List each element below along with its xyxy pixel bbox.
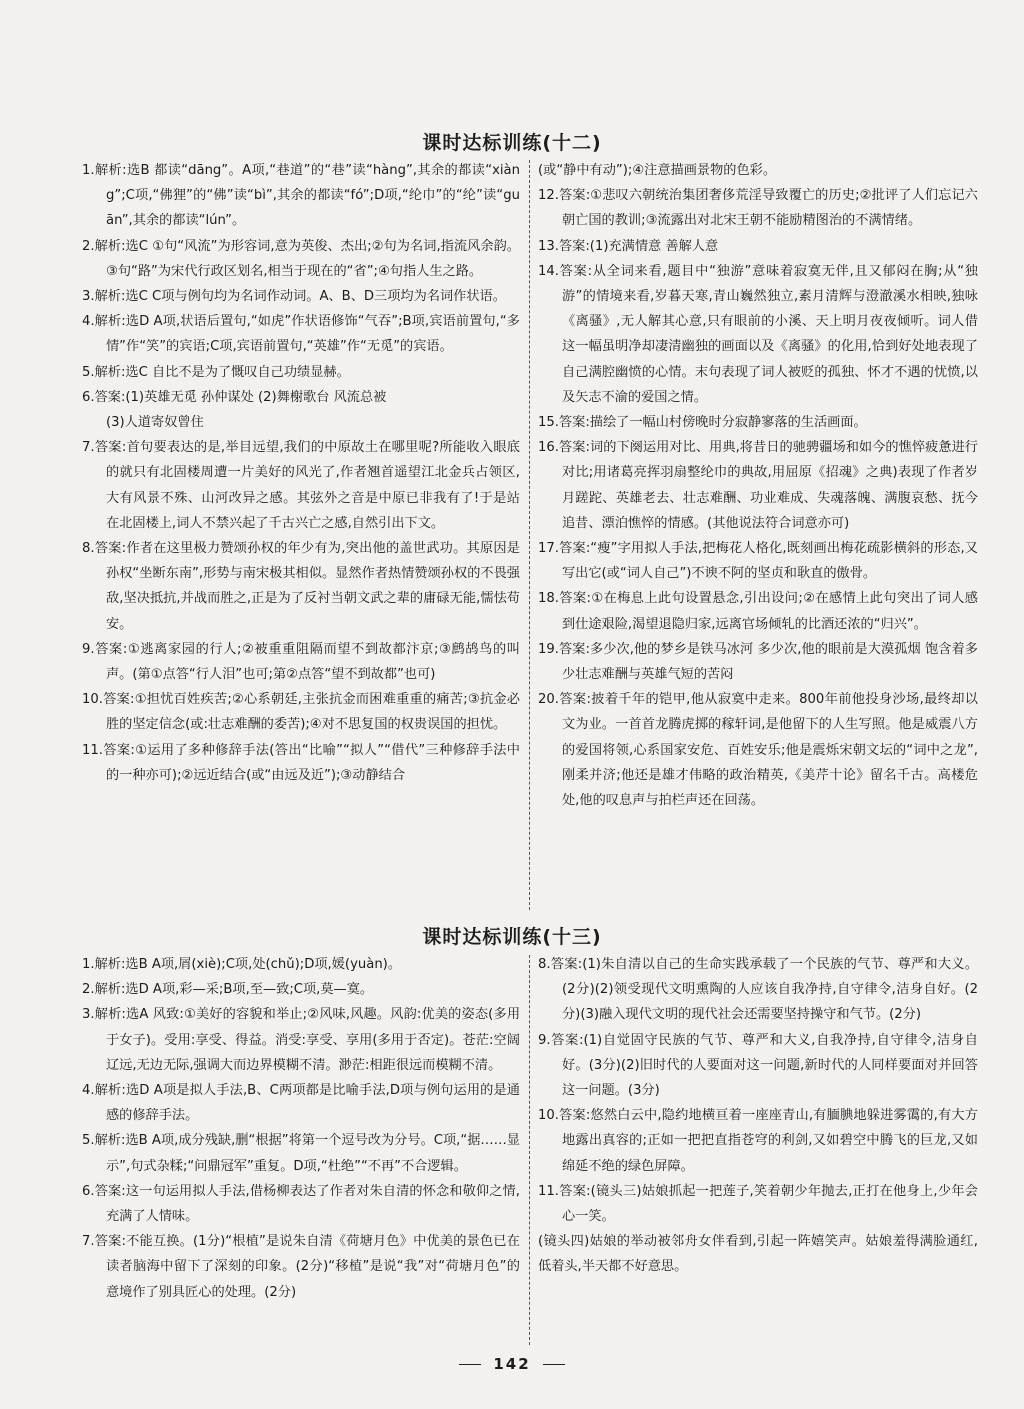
answer-item: 9.答案:(1)自觉固守民族的气节、尊严和大义,自我净持,自守律令,洁身自好。(3分)(2)旧时代的人要面对这一问题,新时代的人同样要面对并回答这一问题。(3分) — [538, 1032, 978, 1099]
answer-item: 20.答案:披着千年的铠甲,他从寂寞中走来。800年前他投身沙场,最终却以文为业。一首首龙腾虎掷的稼轩词,是他留下的人生写照。他是威震八方的爱国将领,心系国家安危、百姓安乐;他是震烁宋朝文坛的“词中之龙”,刚柔并济;他还是雄才伟略的政治精英,《美芹十论》留名千古。高楼危处,他的叹息声与拍栏声还在回荡。 — [538, 692, 978, 809]
answer-item: 1.解析:选B 都读“dāng”。A项,“巷道”的“巷”读“hàng”,其余的都读“xiàng”;C项,“佛狸”的“佛”读“bì”,其余的都读“fó”;D项,“纶巾”的“纶”读“guān”,其余的都读“lún”。 — [82, 163, 520, 229]
section-12-right-column — [538, 158, 978, 813]
answer-item: 10.答案:①担忧百姓疾苦;②心系朝廷,主张抗金而困难重重的痛苦;③抗金必胜的坚定信念(或:壮志难酬的委苦);④对不思复国的权贵误国的担忧。 — [82, 692, 520, 733]
answer-item: 11.答案:(镜头三)姑娘抓起一把莲子,笑着朝少年抛去,正打在他身上,少年会心一笑。 — [538, 1183, 978, 1225]
answer-item: 5.解析:选C 自比不是为了慨叹自己功绩显赫。 — [82, 364, 350, 380]
answer-item: 11.答案:①运用了多种修辞手法(答出“比喻”“拟人”“借代”三种修辞手法中的一种亦可);②远近结合(或“由远及近”);③动静结合 — [82, 742, 520, 783]
answer-item: 8.答案:(1)朱自清以自己的生命实践承载了一个民族的气节、尊严和大义。(2分)(2)领受现代文明熏陶的人应该自我净持,自守律令,洁身自好。(2分)(3)融入现代文明的现代社会还需要坚持操守和气节。(2分) — [538, 957, 978, 1023]
column-divider — [529, 955, 530, 1345]
section-13-right-column — [538, 952, 978, 1280]
answer-item: 2.解析:选C ①句“风流”为形容词,意为英俊、杰出;②句为名词,指流风余韵。③句“路”为宋代行政区划名,相当于现在的“省”;④句指人生之路。 — [82, 238, 520, 279]
answer-item: 2.解析:选D A项,彩—采;B项,至—致;C项,莫—寞。 — [82, 982, 374, 998]
answer-item: 3.解析:选A 风致:①美好的容貌和举止;②风味,风趣。风韵:优美的姿态(多用于女子)。受用:享受、得益。消受:享受、享用(多用于否定)。苍茫:空阔辽远,无边无际,强调大而边界模糊不清。渺茫:相距很远而模糊不清。 — [82, 1007, 520, 1073]
answer-item: (3)人道寄奴曾住 — [106, 415, 204, 431]
answer-item: 9.答案:①逃离家园的行人;②被重重阻隔而望不到故都汴京;③鹧鸪鸟的叫声。(第①点答“行人泪”也可;第②点答“望不到故都”也可) — [82, 641, 520, 683]
answer-item: 16.答案:词的下阕运用对比、用典,将昔日的驰骋疆场和如今的憔悴疲惫进行对比;用诸葛亮挥羽扇整纶巾的典故,用屈原《招魂》之典)表现了作者岁月蹉跎、英雄老去、壮志难酬、功业难成、失魂落魄、满腹哀愁、抚今追昔、漂泊憔悴的情感。(其他说法符合词意亦可) — [538, 440, 978, 531]
section-12-left-column — [82, 158, 520, 788]
answer-item: 4.解析:选D A项是拟人手法,B、C两项都是比喻手法,D项与例句运用的是通感的修辞手法。 — [82, 1083, 520, 1124]
answer-item: 7.答案:首句要表达的是,举目远望,我们的中原故土在哪里呢?所能收入眼底的就只有北固楼周遭一片美好的风光了,作者翘首遥望江北金兵占领区,大有风景不殊、山河改异之感。其弦外之音是中原已非我有了!于是站在北固楼上,词人不禁兴起了千古兴亡之感,自然引出下文。 — [82, 440, 520, 531]
answer-item: 4.解析:选D A项,状语后置句,“如虎”作状语修饰“气吞”;B项,宾语前置句,“多情”作“笑”的宾语;C项,宾语前置句,“英雄”作“无觅”的宾语。 — [82, 314, 520, 355]
answer-item: 10.答案:悠然白云中,隐约地横亘着一座座青山,有腼腆地躲进雾霭的,有大方地露出真容的;正如一把把直指苍穹的利剑,又如碧空中腾飞的巨龙,又如绵延不绝的绿色屏障。 — [538, 1108, 978, 1174]
answer-item: 7.答案:不能互换。(1分)“根植”是说朱自清《荷塘月色》中优美的景色已在读者脑海中留下了深刻的印象。(2分)“移植”是说“我”对“荷塘月色”的意境作了别具匠心的处理。(2分) — [82, 1234, 520, 1300]
section-13-left-column — [82, 952, 520, 1305]
answer-item: 19.答案:多少次,他的梦乡是铁马冰河 多少次,他的眼前是大漠孤烟 饱含着多少壮志难酬与英雄气短的苦闷 — [538, 641, 978, 683]
answer-item: 17.答案:“瘦”字用拟人手法,把梅花人格化,既刻画出梅花疏影横斜的形态,又写出它(或“词人自己”)不谀不阿的坚贞和耿直的傲骨。 — [538, 541, 978, 582]
answer-item: 15.答案:描绘了一幅山村傍晚时分寂静寥落的生活画面。 — [538, 415, 867, 431]
answer-item: (或“静中有动”);④注意描画景物的色彩。 — [538, 163, 777, 178]
column-divider — [529, 160, 530, 910]
answer-item: 14.答案:从全词来看,题目中“独游”意味着寂寞无伴,且又郁闷在胸;从“独游”的情境来看,岁暮天寒,青山巍然独立,素月清辉与澄澈溪水相映,独咏《离骚》,无人解其心意,只有眼前的小溪、天上明月夜夜倾听。词人借这一幅虽明净却凄清幽独的画面以及《离骚》的化用,恰到好处地表现了自己满腔幽愤的心情。末句表现了词人被贬的孤独、怀才不遇的忧愤,以及矢志不渝的爱国之情。 — [538, 263, 978, 405]
answer-item: 6.答案:(1)英雄无觅 孙仲谋处 (2)舞榭歌台 风流总被 — [82, 389, 387, 405]
section-13-title: 课时达标训练(十三) — [422, 926, 602, 948]
answer-item: 5.解析:选B A项,成分残缺,删“根据”将第一个逗号改为分号。C项,“据……显示”,句式杂糅;“问鼎冠军”重复。D项,“杜绝”“不再”不合逻辑。 — [82, 1133, 520, 1174]
page-footer — [0, 1355, 1024, 1373]
page-number: 142 — [493, 1355, 531, 1373]
answer-item: 6.答案:这一句运用拟人手法,借杨柳表达了作者对朱自清的怀念和敬仰之情,充满了人情味。 — [82, 1183, 520, 1225]
answer-item: (镜头四)姑娘的举动被邻舟女伴看到,引起一阵嬉笑声。姑娘羞得满脸通红,低着头,半天都不好意思。 — [538, 1234, 978, 1275]
answer-item: 18.答案:①在梅息上此句设置悬念,引出设问;②在感情上此句突出了词人感到仕途艰险,渴望退隐归家,远离官场倾轧的比酒还浓的“归兴”。 — [538, 591, 978, 632]
answer-item: 8.答案:作者在这里极力赞颂孙权的年少有为,突出他的盖世武功。其原因是孙权“坐断东南”,形势与南宋极其相似。显然作者热情赞颂孙权的不畏强敌,坚决抵抗,并战而胜之,正是为了反衬当朝文武之辈的庸碌无能,懦怯苟安。 — [82, 541, 520, 632]
footer-rule-right — [543, 1364, 565, 1365]
answer-item: 3.解析:选C C项与例句均为名词作动词。A、B、D三项均为名词作状语。 — [82, 289, 506, 305]
answer-item: 12.答案:①悲叹六朝统治集团奢侈荒淫导致覆亡的历史;②批评了人们忘记六朝亡国的教训;③流露出对北宋王朝不能励精图治的不满情绪。 — [538, 188, 978, 229]
section-12-title: 课时达标训练(十二) — [422, 132, 602, 154]
footer-rule-left — [459, 1364, 481, 1365]
answer-item: 13.答案:(1)充满情意 善解人意 — [538, 238, 719, 254]
answer-item: 1.解析:选B A项,屑(xiè);C项,处(chǔ);D项,媛(yuàn)。 — [82, 957, 402, 972]
